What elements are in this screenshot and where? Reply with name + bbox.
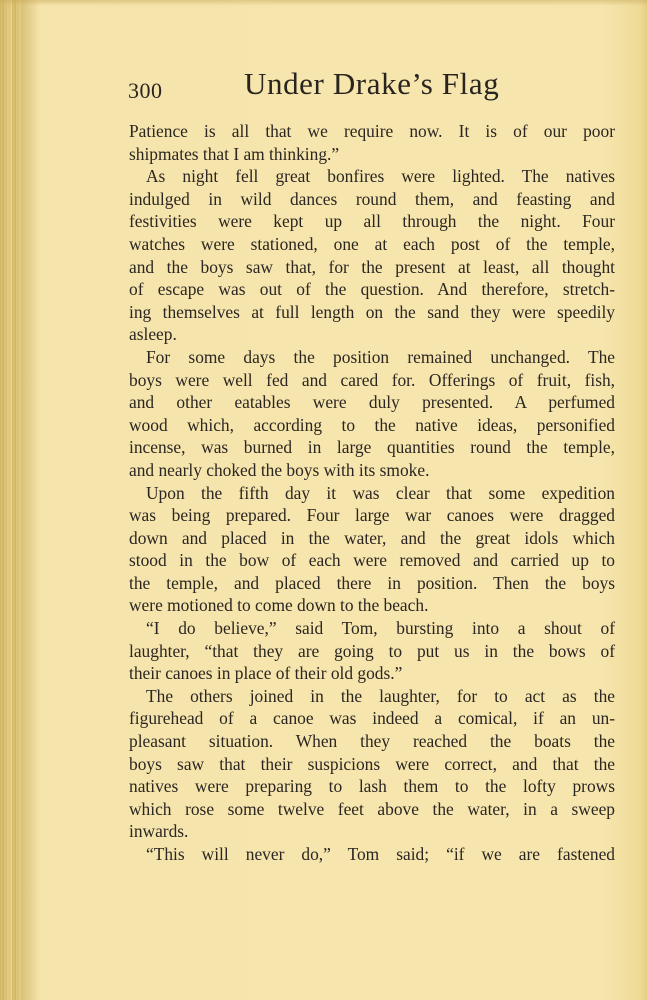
text-line: The others joined in the laughter, for to act as the: [146, 685, 615, 706]
text-line: asleep.: [129, 324, 177, 345]
text-line: stood in the bow of each were removed and carried up to: [129, 550, 615, 571]
text-line: wood which, according to the native ideas, personified: [129, 414, 615, 435]
text-line: down and placed in the water, and the great idols which: [129, 527, 615, 548]
text-line: inwards.: [129, 821, 189, 842]
text-line: laughter, “that they are going to put us in the bows of: [129, 640, 615, 661]
text-line: figurehead of a canoe was indeed a comical, if an un-: [129, 708, 615, 729]
text-line: their canoes in place of their old gods.”: [129, 663, 403, 684]
text-line: watches were stationed, one at each post of the temple,: [129, 233, 615, 254]
text-line: and nearly choked the boys with its smoke.: [129, 459, 430, 480]
text-line: and other eatables were duly presented. A perfumed: [129, 392, 615, 413]
text-line: For some days the position remained unchanged. The: [146, 346, 615, 367]
text-line: and the boys saw that, for the present at least, all thought: [129, 256, 615, 277]
text-line: “I do believe,” said Tom, bursting into a shout of: [146, 618, 615, 639]
text-line: pleasant situation. When they reached the boats the: [129, 731, 615, 752]
text-line: of escape was out of the question. And therefore, stretch-: [129, 279, 615, 300]
running-title: Under Drake’s Flag: [244, 66, 500, 101]
text-line: ing themselves at full length on the sand they were speedily: [129, 301, 615, 322]
text-line: natives were preparing to lash them to the lofty prows: [129, 776, 615, 797]
page-number: 300: [128, 78, 163, 103]
text-line: “This will never do,” Tom said; “if we are fastened: [146, 844, 615, 864]
text-line: Upon the fifth day it was clear that some expedition: [146, 482, 615, 503]
body-text: [129, 120, 615, 866]
text-line: indulged in wild dances round them, and feasting and: [129, 188, 615, 209]
text-line: festivities were kept up all through the night. Four: [129, 211, 615, 232]
book-binding-edge: [0, 0, 22, 1000]
text-line: the temple, and placed there in position. Then the boys: [129, 572, 615, 593]
text-line: boys were well fed and cared for. Offerings of fruit, fish,: [129, 369, 615, 390]
text-line: were motioned to come down to the beach.: [129, 595, 429, 616]
text-line: which rose some twelve feet above the water, in a sweep: [129, 798, 615, 819]
page-header: [128, 66, 616, 110]
text-line: shipmates that I am thinking.”: [129, 143, 340, 164]
text-line: boys saw that their suspicions were correct, and that the: [129, 753, 615, 774]
text-line: Patience is all that we require now. It is of our poor: [129, 121, 615, 141]
page-top-edge: [0, 0, 647, 6]
gutter-shadow: [22, 0, 40, 1000]
text-line: was being prepared. Four large war canoes were dragged: [129, 505, 615, 526]
text-line: incense, was burned in large quantities round the temple,: [129, 437, 615, 458]
text-line: As night fell great bonfires were lighted. The natives: [146, 166, 615, 187]
